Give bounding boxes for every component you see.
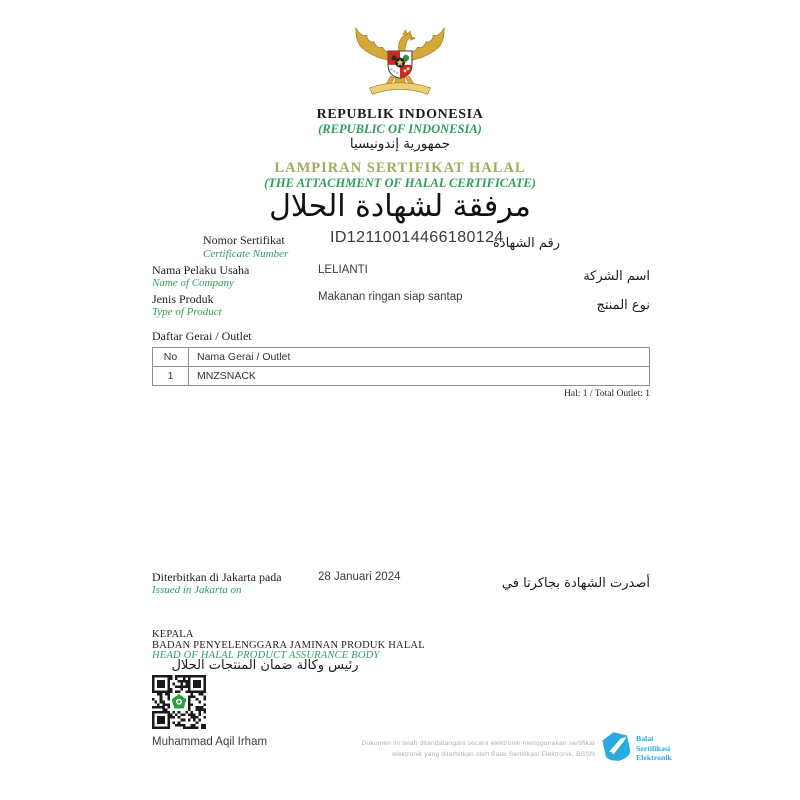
country-title: REPUBLIK INDONESIA bbox=[316, 107, 484, 122]
bse-word-1: Balai bbox=[636, 734, 654, 743]
certificate-number-label-english: Certificate Number bbox=[203, 248, 289, 260]
outlet-header-no: No bbox=[153, 348, 189, 367]
bse-word-3: Elektronik bbox=[636, 753, 672, 763]
issued-label-arabic: أصدرت الشهادة بجاكرتا في bbox=[501, 576, 650, 591]
issued-label-english: Issued in Jakarta on bbox=[152, 584, 242, 596]
outlet-row-name: MNZSNACK bbox=[189, 367, 650, 386]
qr-code bbox=[152, 675, 206, 729]
country-title-arabic: جمهورية إندونيسيا bbox=[349, 136, 451, 152]
product-type-label: Jenis Produk bbox=[152, 292, 214, 306]
company-name-value: LELIANTI bbox=[318, 264, 368, 276]
company-name-label-english: Name of Company bbox=[152, 277, 234, 289]
document-title-arabic: مرفقة لشهادة الحلال bbox=[269, 189, 531, 224]
outlet-table-header-row bbox=[153, 348, 650, 367]
company-name-label: Nama Pelaku Usaha bbox=[152, 263, 250, 277]
product-type-value: Makanan ringan siap santap bbox=[318, 291, 463, 303]
certificate-number-label: Nomor Sertifikat bbox=[203, 233, 285, 247]
outlet-header-name: Nama Gerai / Outlet bbox=[189, 348, 650, 367]
issued-label: Diterbitkan di Jakarta pada bbox=[152, 570, 282, 584]
document-title-english: (THE ATTACHMENT OF HALAL CERTIFICATE) bbox=[264, 176, 536, 190]
pancasila-shield bbox=[388, 51, 412, 78]
company-name-label-arabic: اسم الشركة bbox=[583, 269, 650, 284]
outlet-section-title: Daftar Gerai / Outlet bbox=[152, 329, 252, 343]
disclaimer-line-2: elektronik yang diterbitkan oleh Balai Sertifikasi Elektronik, BSSN bbox=[392, 750, 595, 758]
balai-sertifikasi-elektronik-wordmark bbox=[636, 734, 672, 763]
signatory-title-agency: BADAN PENYELENGGARA JAMINAN PRODUK HALAL bbox=[152, 640, 425, 651]
certificate-number-label-arabic: رقم الشهادة bbox=[493, 236, 560, 251]
product-type-label-english: Type of Product bbox=[152, 306, 222, 318]
signatory-title-english: HEAD OF HALAL PRODUCT ASSURANCE BODY bbox=[152, 650, 380, 661]
country-title-english: (REPUBLIC OF INDONESIA) bbox=[318, 122, 482, 136]
signatory-name: Muhammad Aqil Irham bbox=[152, 736, 268, 748]
certificate-number-value: ID12110014466180124 bbox=[330, 229, 504, 246]
disclaimer-line-1: Dokumen ini telah ditandatangani secara elektronik menggunakan sertifikat bbox=[361, 740, 595, 747]
document-title: LAMPIRAN SERTIFIKAT HALAL bbox=[274, 160, 526, 176]
signatory-title-kepala: KEPALA bbox=[152, 629, 194, 640]
product-type-label-arabic: نوع المنتج bbox=[596, 298, 650, 313]
issued-date-value: 28 Januari 2024 bbox=[318, 571, 401, 583]
balai-sertifikasi-elektronik-icon bbox=[601, 731, 632, 762]
garuda-pancasila-emblem bbox=[354, 20, 446, 106]
signatory-title-arabic: رئيس وكالة ضمان المنتجات الحلال bbox=[171, 658, 359, 673]
outlet-row-number: 1 bbox=[153, 367, 189, 386]
garuda-emblem-graphic bbox=[354, 20, 446, 106]
electronic-signature-disclaimer bbox=[335, 739, 595, 760]
outlet-table-row bbox=[153, 367, 650, 386]
bse-word-2: Sertifikasi bbox=[636, 743, 671, 753]
outlet-table bbox=[152, 347, 650, 386]
page-outlet-summary: Hal: 1 / Total Outlet: 1 bbox=[564, 389, 650, 399]
